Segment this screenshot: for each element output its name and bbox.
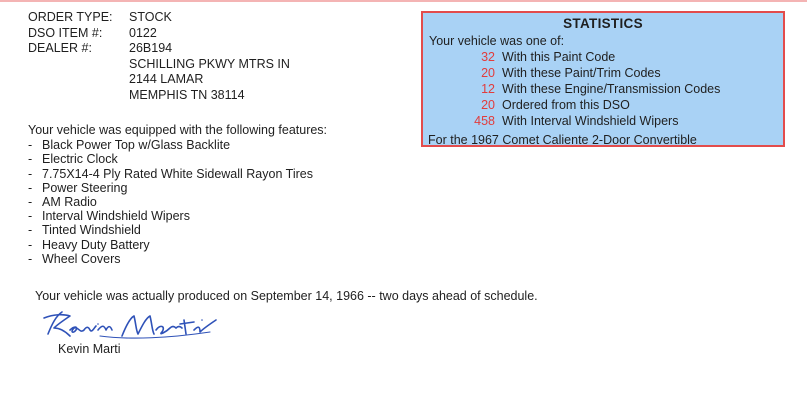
dealer-city: MEMPHIS TN 38114 (129, 87, 245, 102)
dealer-street: 2144 LAMAR (129, 72, 204, 86)
stat-row-paint-code (423, 49, 615, 65)
feature-item (28, 238, 327, 252)
stat-number: 12 (481, 82, 495, 96)
stat-number: 32 (481, 50, 495, 64)
bullet-dash: - (28, 152, 33, 167)
stat-row-engine-trans (423, 81, 720, 97)
feature-item (28, 252, 327, 266)
bullet-dash: - (28, 195, 33, 210)
feature-item (28, 181, 327, 195)
top-border-rule (0, 0, 807, 2)
feature-text: 7.75X14-4 Ply Rated White Sidewall Rayon Tires (42, 166, 313, 181)
feature-item (28, 167, 327, 181)
stat-label: With Interval Windshield Wipers (502, 114, 679, 128)
feature-item (28, 195, 327, 209)
feature-item (28, 152, 327, 166)
stat-label: With these Paint/Trim Codes (502, 66, 661, 80)
dso-value: 0122 (129, 25, 157, 40)
feature-text: Electric Clock (42, 152, 118, 167)
signer-name: Kevin Marti (58, 342, 121, 356)
order-type-row (28, 10, 290, 26)
stat-row-wipers (423, 113, 678, 129)
feature-text: Heavy Duty Battery (42, 237, 150, 252)
dealer-label: DEALER #: (28, 41, 92, 55)
statistics-panel (421, 11, 785, 147)
features-list (28, 123, 327, 266)
statistics-intro: Your vehicle was one of: (429, 34, 565, 48)
stat-number: 458 (474, 114, 495, 128)
order-info (28, 10, 290, 103)
statistics-title: STATISTICS (563, 16, 643, 31)
feature-item (28, 223, 327, 237)
stat-row-paint-trim (423, 65, 661, 81)
bullet-dash: - (28, 223, 33, 238)
feature-text: Interval Windshield Wipers (42, 209, 190, 224)
handwritten-signature (40, 306, 225, 344)
bullet-dash: - (28, 180, 33, 195)
stat-number: 20 (481, 98, 495, 112)
feature-text: Tinted Windshield (42, 223, 141, 238)
dso-label: DSO ITEM #: (28, 25, 103, 40)
features-heading: Your vehicle was equipped with the following features: (28, 123, 328, 137)
bullet-dash: - (28, 166, 33, 181)
feature-text: Black Power Top w/Glass Backlite (42, 138, 231, 153)
stat-number: 20 (481, 66, 495, 80)
stat-label: With this Paint Code (502, 50, 616, 64)
dealer-name: SCHILLING PKWY MTRS IN (129, 56, 290, 71)
stat-label: Ordered from this DSO (502, 98, 630, 112)
feature-text: AM Radio (42, 195, 97, 210)
order-type-label: ORDER TYPE: (28, 10, 113, 24)
stat-label: With these Engine/Transmission Codes (502, 82, 721, 96)
stat-row-dso (423, 97, 630, 113)
dealer-number: 26B194 (129, 41, 173, 55)
bullet-dash: - (28, 237, 33, 252)
dso-row (28, 26, 290, 42)
feature-text: Wheel Covers (42, 251, 121, 266)
dealer-row (28, 41, 290, 57)
order-type-value: STOCK (129, 10, 172, 24)
bullet-dash: - (28, 138, 33, 153)
bullet-dash: - (28, 251, 33, 266)
bullet-dash: - (28, 209, 33, 224)
feature-item (28, 138, 327, 152)
production-note: Your vehicle was actually produced on September 14, 1966 -- two days ahead of schedule. (35, 289, 538, 303)
statistics-footer: For the 1967 Comet Caliente 2-Door Convertible (428, 133, 697, 147)
feature-item (28, 209, 327, 223)
feature-text: Power Steering (42, 180, 128, 195)
